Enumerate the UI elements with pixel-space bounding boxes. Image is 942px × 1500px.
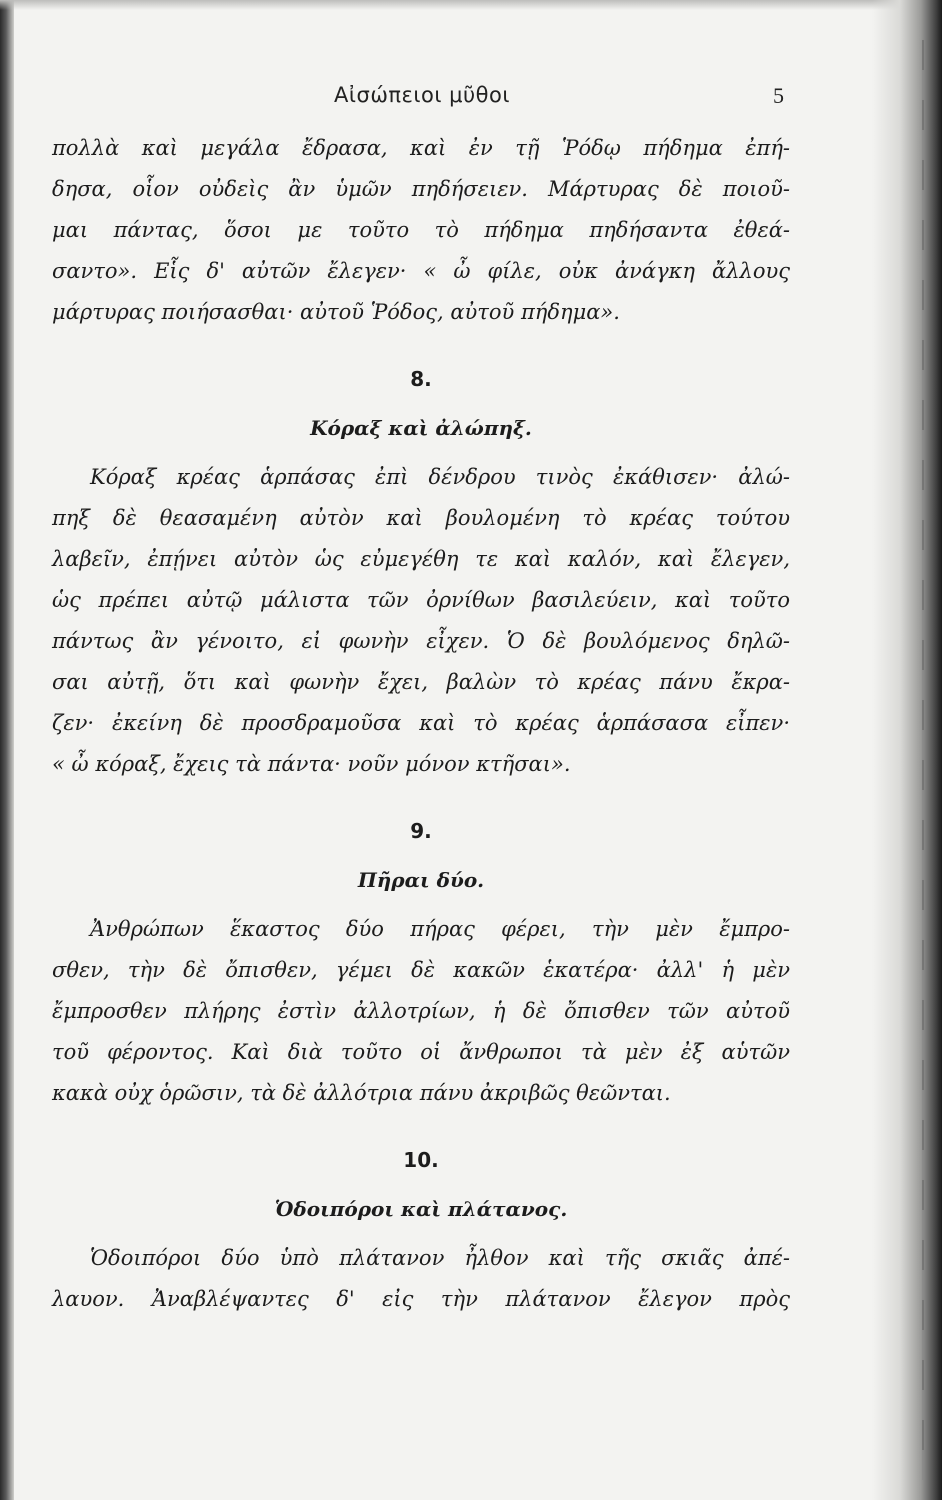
fable-paragraph — [52, 909, 790, 1114]
text-line: ζεν· ἐκείνη δὲ προσδραμοῦσα καὶ τὸ κρέας ἁρπάσασα εἶπεν· — [52, 711, 790, 735]
text-line: τοῦ φέροντος. Καὶ διὰ τοῦτο οἱ ἄνθρωποι τὰ μὲν ἐξ αὑτῶν — [52, 1040, 790, 1064]
text-line: μάρτυρας ποιήσασθαι· αὐτοῦ Ῥόδος, αὐτοῦ πήδημα». — [52, 300, 620, 324]
fable-paragraph — [52, 457, 790, 785]
fable-number: 8. — [410, 367, 432, 391]
text-line: Κόραξ κρέας ἁρπάσας ἐπὶ δένδρου τινὸς ἐκάθισεν· ἀλώ- — [90, 465, 790, 489]
text-line: σθεν, τὴν δὲ ὄπισθεν, γέμει δὲ κακῶν ἑκατέρα· ἀλλ' ἡ μὲν — [52, 958, 790, 982]
text-line: δησα, οἷον οὐδεὶς ἂν ὑμῶν πηδήσειεν. Μάρτυρας δὲ ποιοῦ- — [52, 177, 790, 201]
fable-title: Πῆραι δύο. — [357, 868, 485, 892]
fable-title: Ὁδοιπόροι καὶ πλάτανος. — [274, 1197, 568, 1221]
book-spine-shadow — [0, 0, 14, 1500]
running-header — [52, 83, 792, 119]
text-line: πολλὰ καὶ μεγάλα ἔδρασα, καὶ ἐν τῇ Ῥόδῳ πήδημα ἐπή- — [52, 136, 790, 160]
text-line: σαντο». Εἷς δ' αὐτῶν ἔλεγεν· « ὦ φίλε, οὐκ ἀνάγκη ἄλλους — [52, 259, 790, 283]
text-line: πάντως ἂν γένοιτο, εἰ φωνὴν εἶχεν. Ὁ δὲ βουλόμενος δηλῶ- — [52, 629, 790, 653]
page-number: 5 — [773, 83, 784, 108]
text-line: πηξ δὲ θεασαμένη αὐτὸν καὶ βουλομένη τὸ κρέας τούτου — [52, 506, 790, 530]
fable-number: 9. — [410, 819, 432, 843]
fable-title: Κόραξ καὶ ἀλώπηξ. — [310, 416, 532, 440]
fable-number: 10. — [403, 1148, 439, 1172]
text-line: λαβεῖν, ἐπῄνει αὐτὸν ὡς εὐμεγέθη τε καὶ καλόν, καὶ ἔλεγεν, — [52, 547, 790, 571]
text-line: ὡς πρέπει αὐτῷ μάλιστα τῶν ὀρνίθων βασιλεύειν, καὶ τοῦτο — [52, 588, 790, 612]
text-line: μαι πάντας, ὅσοι με τοῦτο τὸ πήδημα πηδήσαντα ἐθεά- — [52, 218, 790, 242]
text-line: λαυον. Ἀναβλέψαντες δ' εἰς τὴν πλάτανον ἔλεγον πρὸς — [52, 1287, 790, 1311]
text-line: κακὰ οὐχ ὁρῶσιν, τὰ δὲ ἀλλότρια πάνυ ἀκριβῶς θεῶνται. — [52, 1081, 671, 1105]
fable-paragraph — [52, 1238, 790, 1320]
running-title: Αἰσώπειοι μῦθοι — [334, 83, 510, 107]
text-line: Ὁδοιπόροι δύο ὑπὸ πλάτανον ἦλθον καὶ τῆς σκιᾶς ἀπέ- — [90, 1246, 790, 1270]
text-block — [52, 128, 790, 1320]
page-top-edge — [0, 0, 942, 10]
text-line: Ἀνθρώπων ἕκαστος δύο πήρας φέρει, τὴν μὲν ἔμπρο- — [90, 917, 790, 941]
page-fore-edge — [872, 0, 942, 1500]
text-line: σαι αὐτῇ, ὅτι καὶ φωνὴν ἔχει, βαλὼν τὸ κρέας πάνυ ἔκρα- — [52, 670, 790, 694]
continuation-paragraph — [52, 128, 790, 333]
text-line: ἔμπροσθεν πλήρης ἐστὶν ἀλλοτρίων, ἡ δὲ ὄπισθεν τῶν αὐτοῦ — [52, 999, 790, 1023]
text-line: « ὦ κόραξ, ἔχεις τὰ πάντα· νοῦν μόνον κτῆσαι». — [52, 752, 571, 776]
